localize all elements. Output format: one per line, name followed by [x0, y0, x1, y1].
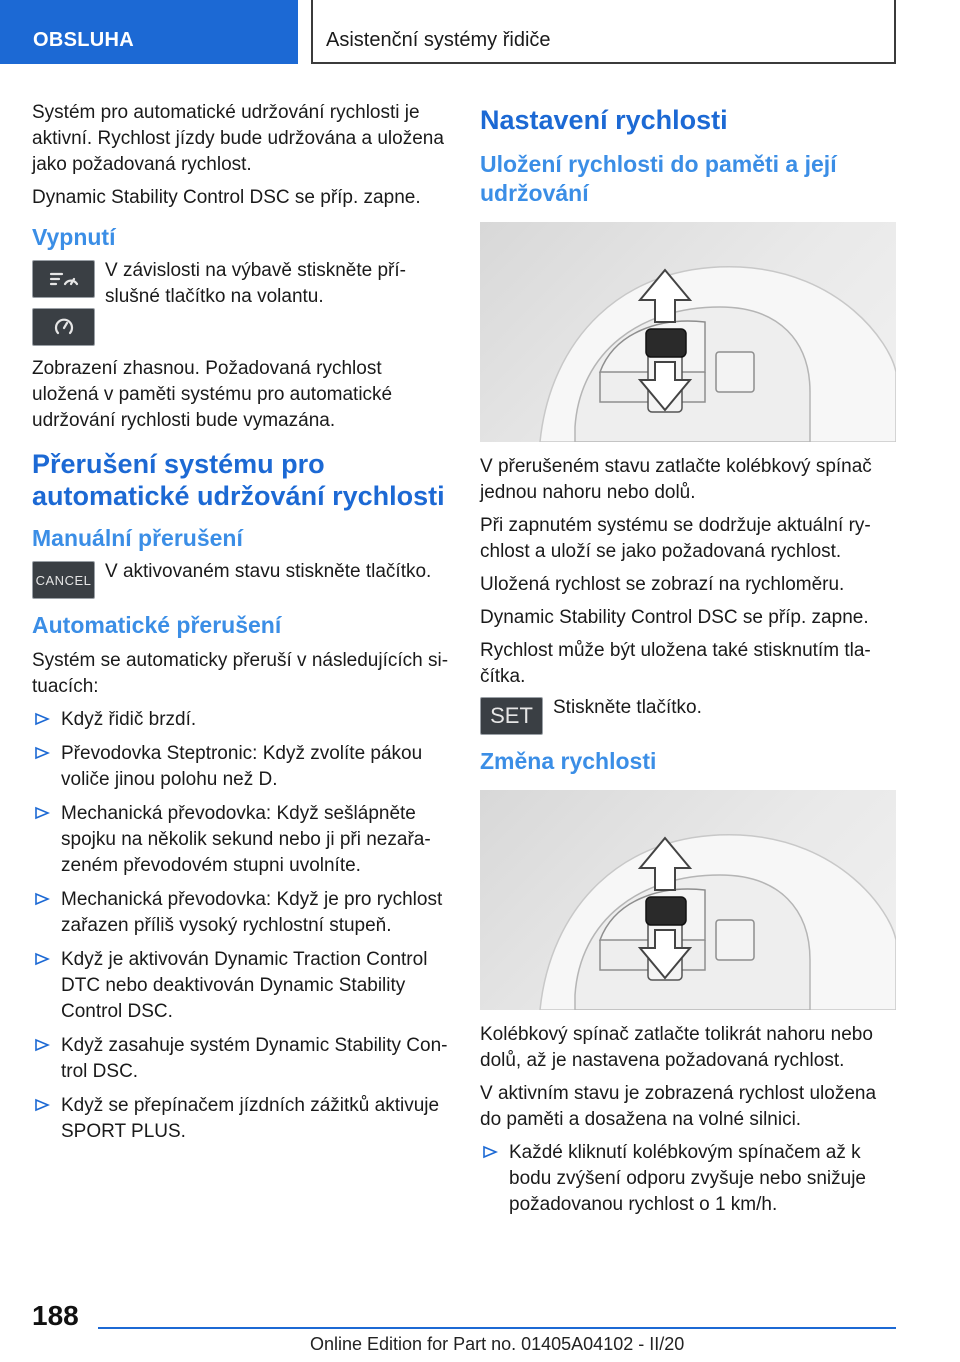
vypnuti-after-text: Zobrazení zhasnou. Požadovaná rychlost uložená v paměti systému pro automatické udržování rychlosti bude vymazána. [32, 358, 393, 431]
manual-text: V aktivovaném stavu stiskněte tlačítko. [105, 561, 432, 582]
edition-note: Online Edition for Part no. 01405A04102 - II/20 [310, 1334, 685, 1354]
list-item: Mechanická převodovka: Když je pro rychlost zařazen příliš vysoký rychlostní stupeň. [32, 887, 452, 939]
auto-text: Systém se automaticky přeruší v následujících situacích: [32, 650, 449, 697]
heading-ulozeni: Uložení rychlosti do paměti a její udržování [480, 151, 837, 206]
cancel-row [32, 561, 452, 599]
triangle-bullet-icon [34, 745, 50, 761]
save-paragraph: Dynamic Stability Control DSC se příp. zapne. [480, 607, 869, 628]
footer-divider [98, 1327, 896, 1329]
heading-preruseni: Přerušení systému pro automatické udržování rychlosti [32, 449, 445, 511]
cancel-button-icon: CANCEL [32, 561, 95, 599]
save-paragraph: Rychlost může být uložena také stisknutím tlačítka. [480, 640, 871, 687]
intro-paragraph: Dynamic Stability Control DSC se příp. zapne. [32, 187, 421, 208]
intro-paragraph: Systém pro automatické udržování rychlosti je aktivní. Rychlost jízdy bude udržována a uložena jako požadovaná rychlost. [32, 102, 444, 175]
set-text: Stiskněte tlačítko. [553, 697, 702, 718]
speed-limiter-off-button-icon [32, 308, 95, 346]
list-item: Když je aktivován Dynamic Traction Control DTC nebo deaktivován Dynamic Stability Control DSC. [32, 947, 452, 1025]
right-column [480, 100, 900, 1226]
heading-auto: Automatické přerušení [32, 612, 282, 638]
list-item: Když zasahuje systém Dynamic Stability Control DSC. [32, 1033, 452, 1085]
save-paragraph: Při zapnutém systému se dodržuje aktuální rychlost a uloží se jako požadovaná rychlost. [480, 515, 871, 562]
heading-manual: Manuální přerušení [32, 525, 243, 551]
chapter-title: Asistenční systémy řidiče [326, 29, 551, 51]
page-number: 188 [32, 1300, 79, 1331]
auto-bullet-list [32, 707, 452, 1145]
list-item: Každé kliknutí kolébkovým spínačem až k bodu zvýšení odporu zvyšuje nebo snižuje požadovanou rychlost o 1 km/h. [480, 1140, 900, 1218]
change-paragraph: Kolébkový spínač zatlačte tolikrát nahoru nebo dolů, až je nastavena požadovaná rychlost. [480, 1024, 873, 1071]
heading-nastaveni: Nastavení rychlosti [480, 105, 728, 135]
triangle-bullet-icon [34, 1097, 50, 1113]
vypnuti-buttons-row [32, 260, 452, 346]
save-paragraph: V přerušeném stavu zatlačte kolébkový spínač jednou nahoru nebo dolů. [480, 456, 872, 503]
set-button-icon: SET [480, 697, 543, 735]
triangle-bullet-icon [34, 1037, 50, 1053]
steering-wheel-rocker-figure [480, 222, 896, 442]
save-paragraph: Uložená rychlost se zobrazí na rychloměru. [480, 574, 845, 595]
triangle-bullet-icon [482, 1144, 498, 1160]
set-row [480, 697, 900, 735]
triangle-bullet-icon [34, 891, 50, 907]
triangle-bullet-icon [34, 951, 50, 967]
section-tab [0, 0, 298, 64]
left-column [32, 100, 452, 1153]
heading-vypnuti: Vypnutí [32, 224, 116, 250]
heading-zmena: Změna rychlosti [480, 748, 657, 774]
list-item: Převodovka Steptronic: Když zvolíte pákou voliče jinou polohu než D. [32, 741, 452, 793]
triangle-bullet-icon [34, 711, 50, 727]
cruise-off-button-icon [32, 260, 95, 298]
section-title: OBSLUHA [33, 29, 134, 51]
change-bullet-list [480, 1140, 900, 1218]
vypnuti-text: V závislosti na výbavě stiskněte příslušné tlačítko na volantu. [105, 260, 406, 307]
change-paragraph: V aktivním stavu je zobrazená rychlost uložena do paměti a dosažena na volné silnici. [480, 1083, 877, 1130]
steering-wheel-rocker-figure [480, 790, 896, 1010]
triangle-bullet-icon [34, 805, 50, 821]
list-item: Mechanická převodovka: Když sešlápněte spojku na několik sekund nebo ji při nezařazeném převodovém stupni uvolníte. [32, 801, 452, 879]
chapter-tab [311, 0, 896, 64]
list-item: Když řidič brzdí. [32, 707, 452, 733]
list-item: Když se přepínačem jízdních zážitků aktivuje SPORT PLUS. [32, 1093, 452, 1145]
